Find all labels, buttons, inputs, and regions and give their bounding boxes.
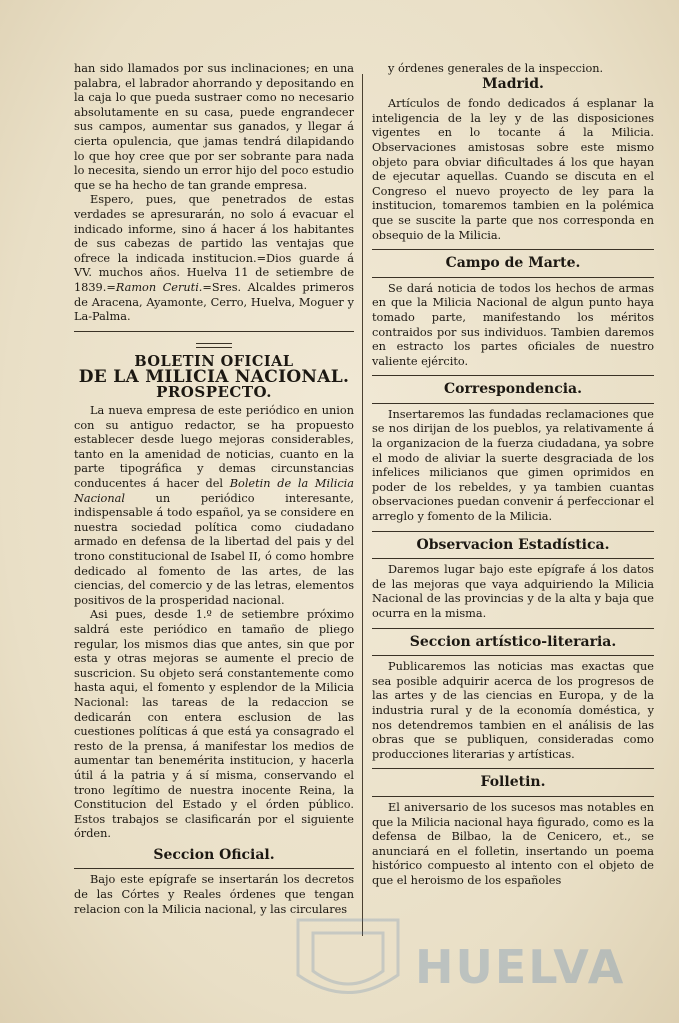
espero-text: Espero, pues, que penetrados de estas verdades se apresurarán, no solo á evacuar el indicado informe, sino á hacer á los habitantes de sus cabezas de partido las ventajas que ofrece la indicada institucion.=Dios guarde á VV. muchos años. Huelva 11 de setiembre de 1839.= bbox=[74, 193, 354, 294]
heading-rule bbox=[372, 277, 654, 278]
heading-correspondencia: Correspondencia. bbox=[444, 381, 582, 398]
espero-tail: =Sres. Alcaldes primeros de Aracena, Ayamonte, Cerro, Huelva, Moguer y La-Palma. bbox=[74, 280, 354, 324]
heading-seccion-oficial: Seccion Oficial. bbox=[153, 846, 275, 863]
boletin-italic: Boletin de la Milicia Nacional bbox=[74, 477, 354, 505]
heading-campo-de-marte: Campo de Marte. bbox=[445, 255, 581, 272]
heading-rule bbox=[372, 768, 654, 769]
paragraph-inspeccion: y órdenes generales de la inspeccion. bbox=[388, 62, 604, 75]
heading-rule bbox=[372, 628, 654, 629]
watermark-text: HUELVA bbox=[415, 940, 626, 994]
heading-folletin: Folletin. bbox=[480, 774, 546, 791]
prospecto-title: PROSPECTO. bbox=[156, 383, 272, 402]
heading-artistico: Seccion artístico-literaria. bbox=[409, 633, 617, 650]
prospecto-1-b: un periódico interesante, indispensable á todo español, ya se considere en nuestra sociedad política como ciudadano armado en defensa de la libertad del pais y del trono constitucional de Isabel II, ó como hombre dedicado al fomento de las artes, de las ciencias, del comercio y de las letras, elementos positivos de la prosperidad nacional. bbox=[74, 491, 354, 607]
signature-name: Ramon Ceruti. bbox=[115, 280, 203, 294]
paragraph-observacion: Daremos lugar bajo este epígrafe á los datos de las mejoras que vaya adquiriendo la Milicia Nacional de las provincias y de la alta y baja que ocurra en la misma. bbox=[372, 563, 654, 620]
column-divider bbox=[362, 74, 363, 936]
paragraph-correspondencia: Insertaremos las fundadas reclamaciones que se nos dirijan de los pueblos, ya relativamente á la organizacion de la fuerza ciudadana, ya sobre el modo de aliviar la suerte desgraciada de los infelices milicianos que gimen oprimidos en poder de los rebeldes, y ya tambien cuantas observaciones puedan convenir á perfeccionar el arreglo y fomento de la Milicia. bbox=[372, 407, 654, 524]
right-column bbox=[372, 62, 654, 983]
section-rule bbox=[74, 331, 354, 332]
paragraph-prospecto-1 bbox=[74, 404, 354, 608]
left-column bbox=[74, 62, 354, 983]
heading-observacion: Observacion Estadística. bbox=[416, 536, 610, 553]
heading-madrid: Madrid. bbox=[482, 75, 544, 92]
milicia-title: DE LA MILICIA NACIONAL. bbox=[78, 366, 350, 387]
paragraph-madrid: Artículos de fondo dedicados á esplanar la inteligencia de la ley y de las disposiciones vigentes en lo tocante á la Milicia. Observaciones amistosas sobre este mismo objeto para obviar dificultades á los que hayan de ejecutar aquellas. Cuando se discuta en el Congreso el nuevo proyecto de ley para la institucion, tomaremos tambien en la polémica que se suscite la parte que nos corresponda en obsequio de la Milicia. bbox=[372, 97, 654, 242]
paragraph-campo: Se dará noticia de todos los hechos de armas en que la Milicia Nacional de algun punto haya tomado parte, manifestando los méritos contraidos por sus individuos. Tambien daremos en estracto los partes oficiales de nuestro valiente ejército. bbox=[372, 281, 654, 368]
paragraph-continuation: han sido llamados por sus inclinaciones; en una palabra, el labrador ahorrando y depositando en la caja lo que pueda sustraer como no necesario absolutamente en su casa, puede engrandecer sus campos, aumentar sus ganados, y llegar á cierta opulencia, que jamas tendrá dilapidando lo que hoy cree que por ser sobrante para nada lo necesita, siendo un error hijo del poco estudio que se ha hecho de tan grande empresa. bbox=[74, 62, 354, 192]
heading-rule bbox=[372, 655, 654, 656]
heading-rule bbox=[372, 375, 654, 376]
ornament-divider bbox=[74, 338, 354, 353]
paragraph-folletin: El aniversario de los sucesos mas notables en que la Milicia nacional haya figurado, como es la defensa de Bilbao, la de Cenicero, et., se anunciará en el folletin, insertando un poema histórico compuesto al intento con el objeto de que el heroismo de los españoles bbox=[372, 800, 654, 887]
heading-rule bbox=[372, 531, 654, 532]
paragraph-prospecto-2: Asi pues, desde 1.º de setiembre próximo saldrá este periódico en tamaño de pliego regular, los mismos dias que antes, sin que por esta y otras mejoras se aumente el precio de suscricion. Su objeto será constantemente como hasta aqui, el fomento y esplendor de la Milicia Nacional: las tareas de la redaccion se dedicarán con entera esclusion de las cuestiones políticas á que está ya consagrado el resto de la prensa, á manifestar los medios de aumentar tan benemérita institucion, y hacerla útil á la patria y á sí misma, conservando el trono legítimo de nuestra inocente Reina, la Constitucion del Estado y el órden público. Estos trabajos se clasificarán por el siguiente órden. bbox=[74, 608, 354, 841]
heading-rule bbox=[372, 796, 654, 797]
paragraph-oficial: Bajo este epígrafe se insertarán los decretos de las Córtes y Reales órdenes que tengan relacion con la Milicia nacional, y las circulares bbox=[74, 873, 354, 916]
paragraph-espero bbox=[74, 193, 354, 324]
heading-rule bbox=[372, 558, 654, 559]
paragraph-artistico: Publicaremos las noticias mas exactas que sea posible adquirir acerca de los progresos de las artes y de las ciencias en Europa, y de la industria rural y de la economía doméstica, y nos detendremos tambien en el análisis de las obras que se publiquen, consideradas como producciones literarias y artísticas. bbox=[372, 660, 654, 761]
heading-rule bbox=[372, 249, 654, 250]
heading-rule bbox=[372, 403, 654, 404]
boletin-title: BOLETIN OFICIAL bbox=[134, 353, 294, 371]
prospecto-1-a: La nueva empresa de este periódico en union con su antiguo redactor, se ha propuesto establecer desde luego mejoras considerables, tanto en la amenidad de noticias, cuanto en la parte tipográfica y demas circunstancias conducentes á hacer del bbox=[74, 404, 354, 491]
heading-rule bbox=[74, 868, 354, 869]
